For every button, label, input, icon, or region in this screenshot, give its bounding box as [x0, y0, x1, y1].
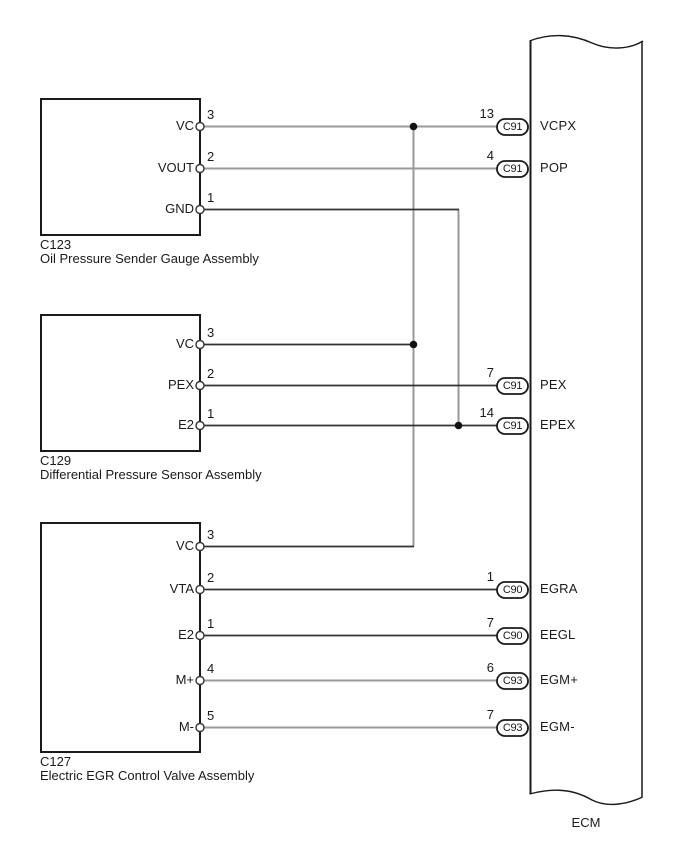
- pin-number-c127-mplus: 4: [207, 661, 215, 676]
- pin-number-c127-vc: 3: [207, 527, 215, 542]
- pin-circle-c123-vout: [196, 165, 204, 173]
- pin-circle-c123-gnd: [196, 206, 204, 214]
- signal-label-pop: POP: [540, 160, 569, 175]
- pin-label-c127-mminus: M-: [178, 719, 194, 734]
- connector-label-eegl: C90: [502, 630, 523, 642]
- component-name-c127: Electric EGR Control Valve Assembly: [40, 768, 255, 783]
- pin-number-c123-vc: 3: [207, 107, 215, 122]
- signal-label-pex: PEX: [540, 377, 567, 392]
- pin-label-c127-vc: VC: [175, 538, 194, 553]
- pin-label-c129-pex: PEX: [167, 377, 194, 392]
- pin-label-c127-vta: VTA: [169, 581, 194, 596]
- pin-number-c129-pex: 2: [207, 366, 215, 381]
- ecm-pin-number-vcpx: 13: [479, 106, 494, 121]
- ecm-pin-number-eegl: 7: [486, 615, 494, 630]
- component-id-c127: C127: [40, 754, 72, 769]
- ecm-pin-number-pop: 4: [486, 148, 494, 163]
- pin-number-c129-vc: 3: [207, 325, 215, 340]
- pin-circle-c127-e2: [196, 632, 204, 640]
- signal-label-vcpx: VCPX: [540, 118, 577, 133]
- pin-label-c123-vc: VC: [175, 118, 194, 133]
- connector-label-epex: C91: [502, 420, 523, 432]
- component-box-c127: [41, 523, 200, 752]
- pin-number-c127-mminus: 5: [207, 708, 215, 723]
- signal-label-egmplus: EGM+: [540, 672, 579, 687]
- pin-label-c127-e2: E2: [178, 627, 194, 642]
- junction-dot-vc-c129: [410, 341, 418, 349]
- pin-label-c129-e2: E2: [178, 417, 194, 432]
- component-id-c129: C129: [40, 453, 72, 468]
- signal-label-epex: EPEX: [540, 417, 576, 432]
- pin-circle-c129-vc: [196, 341, 204, 349]
- pin-circle-c127-vta: [196, 586, 204, 594]
- pin-number-c123-vout: 2: [207, 149, 215, 164]
- pin-circle-c123-vc: [196, 123, 204, 131]
- pin-label-c123-vout: VOUT: [157, 160, 194, 175]
- component-name-c129: Differential Pressure Sensor Assembly: [40, 467, 262, 482]
- pin-circle-c127-mminus: [196, 724, 204, 732]
- connector-label-egmminus: C93: [502, 722, 523, 734]
- ecm-pin-number-pex: 7: [486, 365, 494, 380]
- ecm-pin-number-egmplus: 6: [486, 660, 494, 675]
- pin-circle-c129-pex: [196, 382, 204, 390]
- signal-label-egra: EGRA: [540, 581, 578, 596]
- black-wires: [204, 210, 497, 636]
- connector-label-vcpx: C91: [502, 121, 523, 133]
- pin-label-c127-mplus: M+: [175, 672, 194, 687]
- ecm-label: ECM: [571, 815, 601, 830]
- pin-label-c123-gnd: GND: [165, 201, 194, 216]
- pin-number-c123-gnd: 1: [207, 190, 215, 205]
- signal-label-eegl: EEGL: [540, 627, 576, 642]
- pin-number-c127-vta: 2: [207, 570, 215, 585]
- pin-label-c129-vc: VC: [175, 336, 194, 351]
- connector-label-egra: C90: [502, 584, 523, 596]
- junction-dot-e2-epex: [455, 422, 463, 430]
- connector-label-pex: C91: [502, 380, 523, 392]
- ecm-pin-number-epex: 14: [479, 405, 494, 420]
- pin-number-c127-e2: 1: [207, 616, 215, 631]
- connector-label-pop: C91: [502, 163, 523, 175]
- ecm-pin-number-egra: 1: [486, 569, 494, 584]
- pin-number-c129-e2: 1: [207, 406, 215, 421]
- ecm-pin-number-egmminus: 7: [486, 707, 494, 722]
- connector-label-egmplus: C93: [502, 675, 523, 687]
- pin-circle-c127-mplus: [196, 677, 204, 685]
- signal-label-egmminus: EGM-: [540, 719, 575, 734]
- component-id-c123: C123: [40, 237, 72, 252]
- pin-circle-c127-vc: [196, 543, 204, 551]
- gray-wires: [204, 127, 497, 728]
- junction-dot-vc-bus-top: [410, 123, 418, 131]
- pin-circle-c129-e2: [196, 422, 204, 430]
- component-name-c123: Oil Pressure Sender Gauge Assembly: [40, 251, 259, 266]
